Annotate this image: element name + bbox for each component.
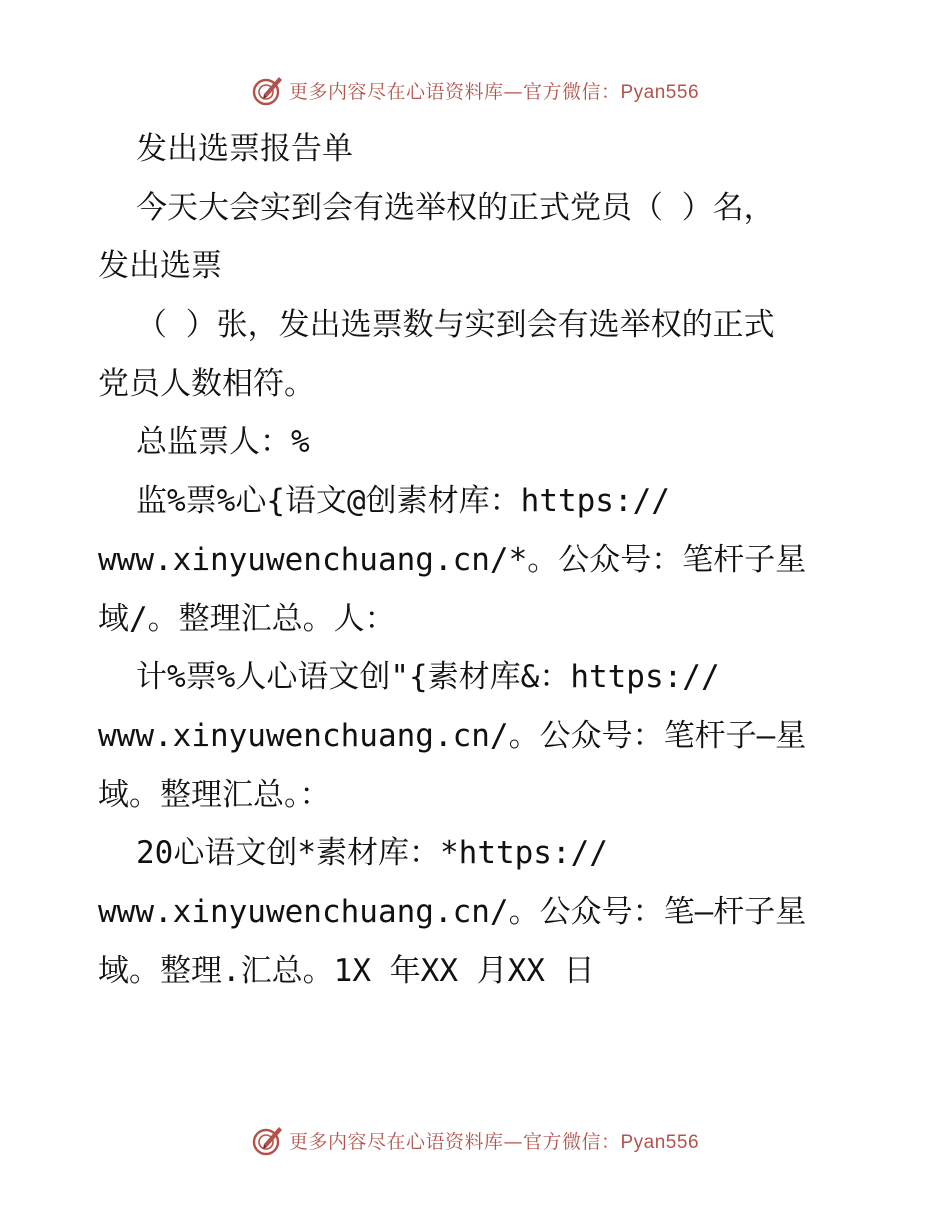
header-banner-content xyxy=(251,73,699,107)
doc-line: 监%票%心{语文@创素材库：https:// xyxy=(136,483,670,520)
pen-logo-icon xyxy=(251,73,285,107)
doc-line: 党员人数相符。 xyxy=(98,365,315,402)
doc-line: www.xinyuwenchuang.cn/。公众号：笔—杆子星 xyxy=(98,893,807,930)
doc-line: www.xinyuwenchuang.cn/。公众号：笔杆子—星 xyxy=(98,717,807,754)
doc-line: 20心语文创*素材库：*https:// xyxy=(136,835,608,872)
doc-line: www.xinyuwenchuang.cn/*。公众号：笔杆子星 xyxy=(98,541,807,578)
banner-label: 更多内容尽在心语资料库—官方微信： xyxy=(288,80,621,103)
doc-line: 总监票人：% xyxy=(136,424,310,461)
document-body xyxy=(98,120,878,1000)
doc-title: 发出选票报告单 xyxy=(136,131,353,167)
footer-banner-content xyxy=(251,1123,699,1157)
doc-line: 今天大会实到会有选举权的正式党员（ ）名， xyxy=(136,189,775,226)
doc-line: 域/。整理汇总。人： xyxy=(98,600,396,637)
banner-text xyxy=(289,1127,699,1154)
banner-account: Pyan556 xyxy=(620,1131,700,1153)
doc-line: 域。整理汇总。： xyxy=(98,776,331,813)
doc-line: 域。整理.汇总。1X 年XX 月XX 日 xyxy=(98,952,595,989)
doc-line: （ ）张，发出选票数与实到会有选举权的正式 xyxy=(136,307,775,344)
doc-line: 计%票%人心语文创"{素材库&：https:// xyxy=(136,659,720,696)
banner-text xyxy=(289,77,699,104)
footer-banner xyxy=(0,1120,950,1160)
doc-line: 发出选票 xyxy=(98,248,222,285)
pen-logo-icon xyxy=(251,1123,285,1157)
header-banner xyxy=(0,70,950,110)
banner-label: 更多内容尽在心语资料库—官方微信： xyxy=(288,1130,621,1153)
banner-account: Pyan556 xyxy=(620,81,700,103)
